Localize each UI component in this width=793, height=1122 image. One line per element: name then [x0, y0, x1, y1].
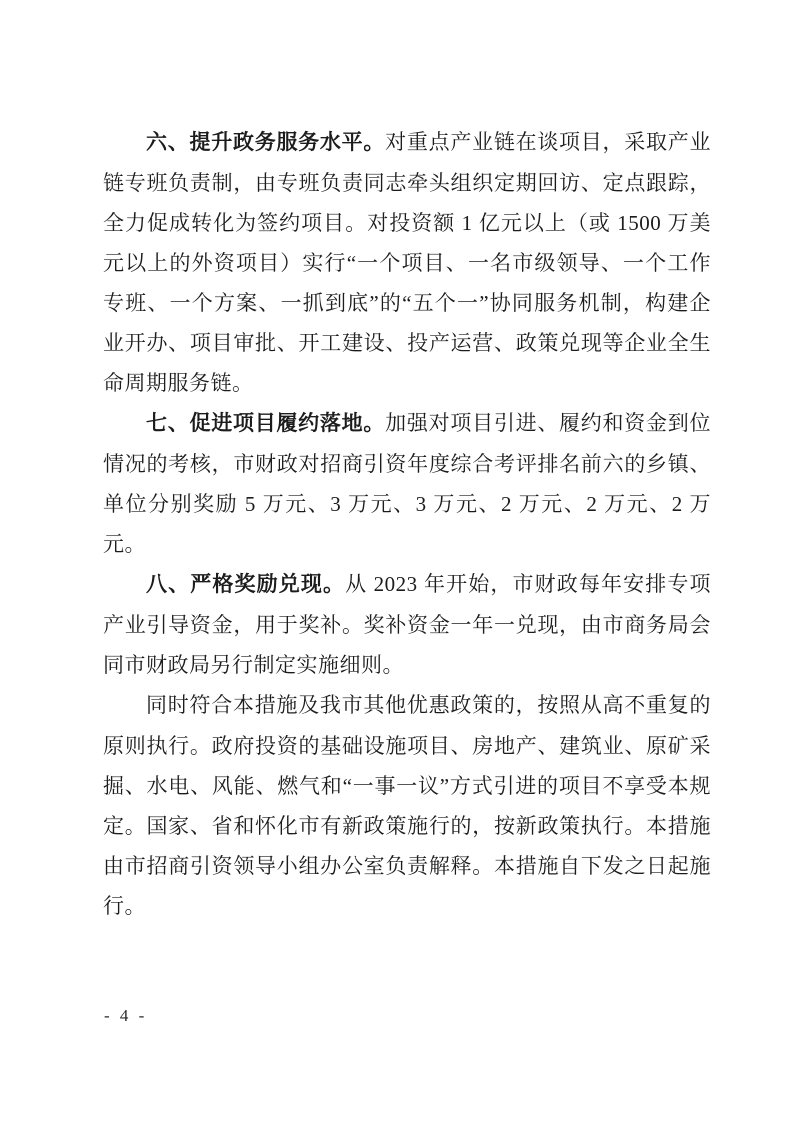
paragraph-text: 对重点产业链在谈项目，采取产业链专班负责制，由专班负责同志牵头组织定期回访、定点跟踪，全力促成转化为签约项目。对投资额 1 亿元以上（或 1500 万美元以上的外资项目）实行“一个项目、一名市级领导、一个工作专班、一个方案、一抓到底”的“五个一”协同服务机制，构建企业开办、项目审批、开工建设、投产运营、政策兑现等企业全生命周期服务链。 — [103, 130, 711, 395]
paragraph-text: 同时符合本措施及我市其他优惠政策的，按照从高不重复的原则执行。政府投资的基础设施项目、房地产、建筑业、原矿采掘、水电、风能、燃气和“一事一议”方式引进的项目不享受本规定。国家、省和怀化市有新政策施行的，按新政策执行。本措施由市招商引资领导小组办公室负责解释。本措施自下发之日起施行。 — [103, 693, 711, 918]
paragraph-heading: 六、提升政务服务水平。 — [146, 131, 386, 154]
paragraph — [103, 122, 711, 403]
paragraph — [103, 564, 711, 685]
paragraph-text: 从 2023 年开始，市财政每年安排专项产业引导资金，用于奖补。奖补资金一年一兑现，由市商务局会同市财政局另行制定实施细则。 — [103, 572, 711, 677]
paragraph-text: 加强对项目引进、履约和资金到位情况的考核，市财政对招商引资年度综合考评排名前六的乡镇、单位分别奖励 5 万元、3 万元、3 万元、2 万元、2 万元、2 万元。 — [103, 411, 711, 556]
document-body — [103, 122, 711, 926]
paragraph — [103, 403, 711, 564]
paragraph-heading: 八、严格奖励兑现。 — [146, 573, 346, 596]
page-number: - 4 - — [104, 1006, 148, 1025]
paragraph — [103, 685, 711, 926]
paragraph-heading: 七、促进项目履约落地。 — [146, 412, 386, 435]
